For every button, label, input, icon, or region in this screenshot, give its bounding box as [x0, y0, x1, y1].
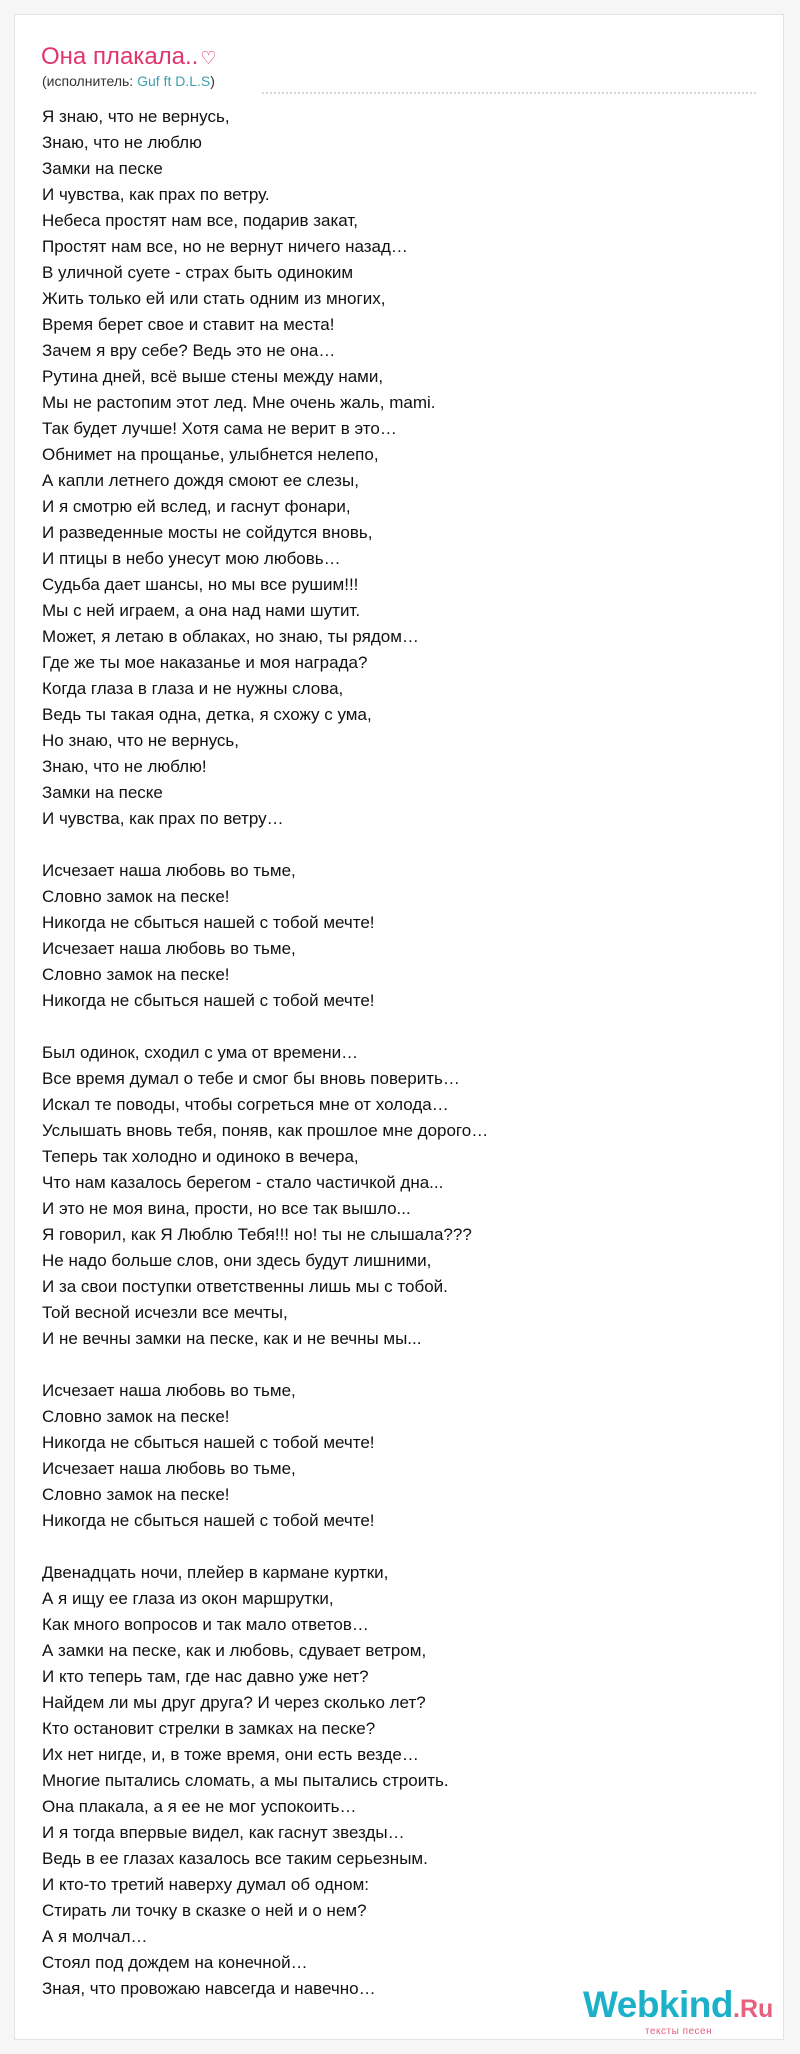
lyric-line: Найдем ли мы друг друга? И через сколько лет?: [42, 1693, 426, 1712]
lyric-line: Исчезает наша любовь во тьме,: [42, 1459, 296, 1478]
lyric-line: Зная, что провожаю навсегда и навечно…: [42, 1979, 376, 1998]
lyric-line: И не вечны замки на песке, как и не вечны мы...: [42, 1329, 422, 1348]
lyric-line: И я смотрю ей вслед, и гаснут фонари,: [42, 497, 351, 516]
lyric-line: Замки на песке: [42, 783, 163, 802]
lyric-line: Их нет нигде, и, в тоже время, они есть везде…: [42, 1745, 419, 1764]
lyric-line: Той весной исчезли все мечты,: [42, 1303, 288, 1322]
lyric-line: А капли летнего дождя смоют ее слезы,: [42, 471, 359, 490]
lyric-line: И это не моя вина, прости, но все так вышло...: [42, 1199, 411, 1218]
performer-line: [42, 73, 215, 89]
lyrics-body: [42, 104, 488, 2002]
site-logo[interactable]: [583, 1984, 774, 2037]
title-text: Она плакала..: [41, 43, 199, 70]
lyric-line: Замки на песке: [42, 159, 163, 178]
performer-link[interactable]: Guf ft D.L.S: [137, 73, 211, 89]
lyric-line: Стирать ли точку в сказке о ней и о нем?: [42, 1901, 367, 1920]
lyric-line: Не надо больше слов, они здесь будут лишними,: [42, 1251, 432, 1270]
lyric-line: Словно замок на песке!: [42, 1407, 230, 1426]
lyric-line: Я говорил, как Я Люблю Тебя!!! но! ты не слышала???: [42, 1225, 472, 1244]
lyric-line: Как много вопросов и так мало ответов…: [42, 1615, 369, 1634]
lyric-line: Простят нам все, но не вернут ничего назад…: [42, 237, 408, 256]
lyric-line: Она плакала, а я ее не мог успокоить…: [42, 1797, 357, 1816]
lyric-line: И кто теперь там, где нас давно уже нет?: [42, 1667, 369, 1686]
lyric-line: Никогда не сбыться нашей с тобой мечте!: [42, 1433, 375, 1452]
performer-suffix: ): [210, 73, 215, 89]
lyric-line: А я молчал…: [42, 1927, 148, 1946]
lyric-line: Когда глаза в глаза и не нужны слова,: [42, 679, 344, 698]
lyric-line: Ведь ты такая одна, детка, я схожу с ума,: [42, 705, 372, 724]
lyric-line: Что нам казалось берегом - стало частичкой дна...: [42, 1173, 444, 1192]
lyric-line: Многие пытались сломать, а мы пытались строить.: [42, 1771, 449, 1790]
lyric-line: Где же ты мое наказанье и моя награда?: [42, 653, 368, 672]
lyric-line: Исчезает наша любовь во тьме,: [42, 1381, 296, 1400]
lyric-line: Зачем я вру себе? Ведь это не она…: [42, 341, 336, 360]
lyric-line: Стоял под дождем на конечной…: [42, 1953, 308, 1972]
lyric-line: И чувства, как прах по ветру.: [42, 185, 270, 204]
lyric-line: Но знаю, что не вернусь,: [42, 731, 240, 750]
lyric-line: И чувства, как прах по ветру…: [42, 809, 284, 828]
lyric-line: А замки на песке, как и любовь, сдувает ветром,: [42, 1641, 427, 1660]
lyric-line: Исчезает наша любовь во тьме,: [42, 939, 296, 958]
lyric-line: Никогда не сбыться нашей с тобой мечте!: [42, 1511, 375, 1530]
lyric-line: И я тогда впервые видел, как гаснут звезды…: [42, 1823, 405, 1842]
dotted-divider: [262, 92, 756, 94]
lyric-line: Рутина дней, всё выше стены между нами,: [42, 367, 384, 386]
lyric-line: Кто остановит стрелки в замках на песке?: [42, 1719, 376, 1738]
lyric-line: Судьба дает шансы, но мы все рушим!!!: [42, 575, 359, 594]
lyric-line: Так будет лучше! Хотя сама не верит в это…: [42, 419, 397, 438]
lyric-line: Исчезает наша любовь во тьме,: [42, 861, 296, 880]
lyric-line: Знаю, что не люблю!: [42, 757, 207, 776]
lyric-line: И кто-то третий наверху думал об одном:: [42, 1875, 369, 1894]
lyric-line: Жить только ей или стать одним из многих,: [42, 289, 386, 308]
lyric-line: Я знаю, что не вернусь,: [42, 107, 230, 126]
logo-tagline: тексты песен: [645, 2026, 713, 2037]
logo-tld: .Ru: [733, 1995, 774, 2023]
stanza-gap: [42, 1534, 488, 1560]
lyric-line: Теперь так холодно и одиноко в вечера,: [42, 1147, 359, 1166]
stanza-gap: [42, 832, 488, 858]
logo-name: Webkind: [583, 1984, 733, 2025]
lyric-line: Может, я летаю в облаках, но знаю, ты рядом…: [42, 627, 419, 646]
lyric-line: Ведь в ее глазах казалось все таким серьезным.: [42, 1849, 428, 1868]
lyric-line: Небеса простят нам все, подарив закат,: [42, 211, 358, 230]
lyric-line: Знаю, что не люблю: [42, 133, 202, 152]
lyric-line: В уличной суете - страх быть одиноким: [42, 263, 354, 282]
page-title: [41, 42, 217, 73]
lyric-line: Время берет свое и ставит на места!: [42, 315, 335, 334]
lyric-line: Двенадцать ночи, плейер в кармане куртки,: [42, 1563, 389, 1582]
lyric-line: Обнимет на прощанье, улыбнется нелепо,: [42, 445, 379, 464]
lyric-line: Словно замок на песке!: [42, 887, 230, 906]
lyric-line: Словно замок на песке!: [42, 965, 230, 984]
lyric-line: Был одинок, сходил с ума от времени…: [42, 1043, 359, 1062]
lyric-line: Никогда не сбыться нашей с тобой мечте!: [42, 913, 375, 932]
lyric-line: Мы с ней играем, а она над нами шутит.: [42, 601, 361, 620]
stanza-gap: [42, 1352, 488, 1378]
lyric-line: Никогда не сбыться нашей с тобой мечте!: [42, 991, 375, 1010]
lyric-line: Услышать вновь тебя, поняв, как прошлое мне дорого…: [42, 1121, 489, 1140]
lyric-line: Все время думал о тебе и смог бы вновь поверить…: [42, 1069, 460, 1088]
lyric-line: И за свои поступки ответственны лишь мы с тобой.: [42, 1277, 448, 1296]
lyric-line: А я ищу ее глаза из окон маршрутки,: [42, 1589, 334, 1608]
heart-icon: ♡: [200, 48, 217, 68]
lyric-line: Мы не растопим этот лед. Мне очень жаль, mami.: [42, 393, 436, 412]
lyric-line: И разведенные мосты не сойдутся вновь,: [42, 523, 373, 542]
lyric-line: Словно замок на песке!: [42, 1485, 230, 1504]
performer-prefix: (исполнитель:: [42, 73, 138, 89]
lyric-line: Искал те поводы, чтобы согреться мне от холода…: [42, 1095, 449, 1114]
stanza-gap: [42, 1014, 488, 1040]
lyric-line: И птицы в небо унесут мою любовь…: [42, 549, 341, 568]
